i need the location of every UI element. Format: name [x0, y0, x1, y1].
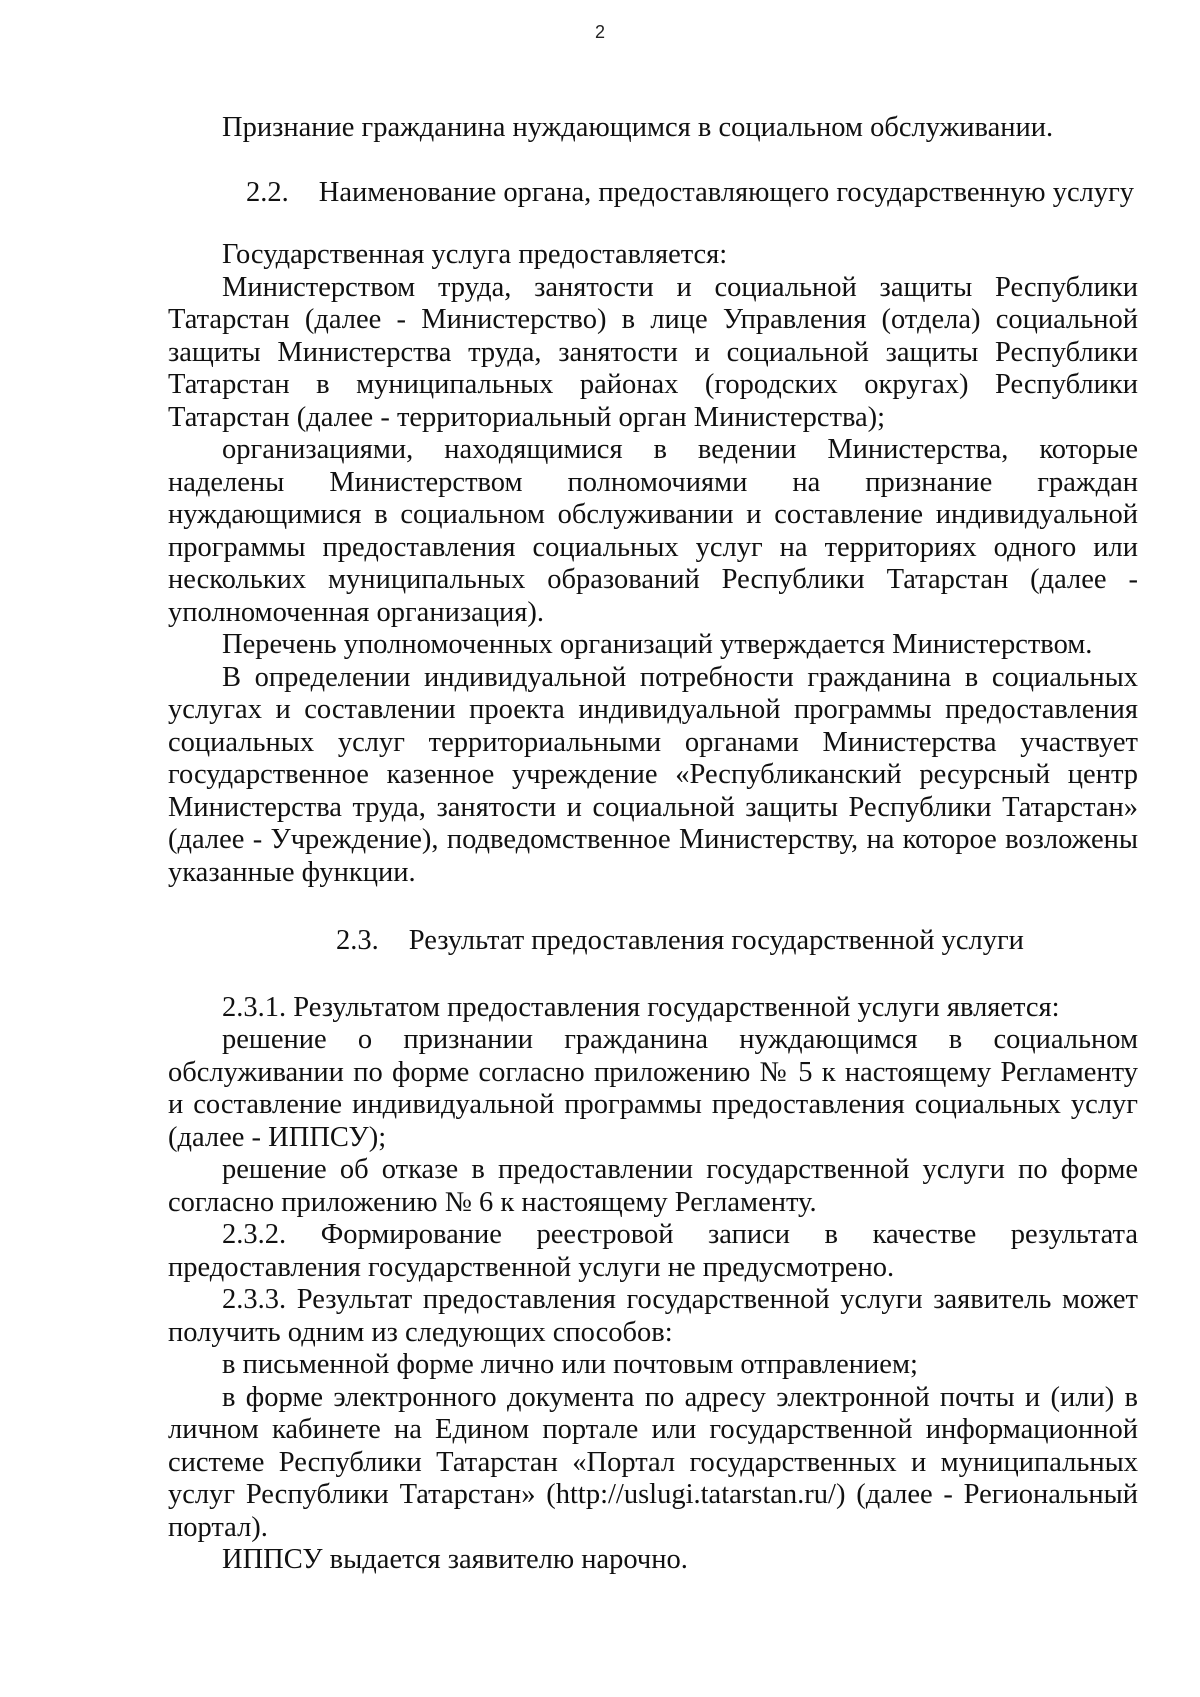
paragraph: в форме электронного документа по адресу электронной почты и (или) в личном кабинете на Едином портале или государственной информационной системе Республики Татарстан «Портал государственных и муниципальных услуг Республики Татарстан» (http://uslugi.tatarstan.ru/) (далее - Региональный портал).: [168, 1381, 1138, 1543]
section-2-2-number: 2.2.: [246, 176, 289, 208]
section-2-3-title: Результат предоставления государственной услуги: [408, 925, 1024, 956]
paragraph: Государственная услуга предоставляется:: [222, 239, 728, 270]
paragraph: решение об отказе в предоставлении государственной услуги по форме согласно приложению № 6 к настоящему Регламенту.: [168, 1154, 1138, 1218]
paragraph: Министерством труда, занятости и социальной защиты Республики Татарстан (далее - Министерство) в лице Управления (отдела) социальной защиты Министерства труда, занятости и социальной защиты Республики Татарстан в муниципальных районах (городских округах) Республики Татарстан (далее - территориальный орган Министерства);: [168, 271, 1138, 433]
section-2-3-heading: [168, 925, 1138, 958]
paragraph: ИППСУ выдается заявителю нарочно.: [222, 1544, 688, 1575]
page-number: 2: [594, 22, 605, 42]
paragraph: В определении индивидуальной потребности гражданина в социальных услугах и составлении проекта индивидуальной программы предоставления социальных услуг территориальными органами Министерства участвует государственное казенное учреждение «Республиканский ресурсный центр Министерства труда, занятости и социальной защиты Республики Татарстан» (далее - Учреждение), подведомственное Министерству, на которое возложены указанные функции.: [168, 661, 1138, 888]
paragraph: Перечень уполномоченных организаций утверждается Министерством.: [222, 629, 1093, 660]
section-2-3-number: 2.3.: [336, 925, 379, 956]
paragraph: 2.3.1. Результатом предоставления государственной услуги является:: [222, 991, 1060, 1023]
paragraph: в письменной форме лично или почтовым отправлением;: [222, 1349, 918, 1380]
paragraph: решение о признании гражданина нуждающимся в социальном обслуживании по форме согласно приложению № 5 к настоящему Регламенту и составление индивидуальной программы предоставления социальных услуг (далее - ИППСУ);: [168, 1024, 1138, 1153]
paragraph: организациями, находящимися в ведении Министерства, которые наделены Министерством полномочиями на признание граждан нуждающимися в социальном обслуживании и составление индивидуальной программы предоставления социальных услуг на территориях одного или нескольких муниципальных образований Республики Татарстан (далее - уполномоченная организация).: [168, 434, 1138, 628]
document-body: [168, 112, 1138, 1577]
intro-paragraph: Признание гражданина нуждающимся в социальном обслуживании.: [222, 112, 1054, 143]
paragraph: 2.3.2. Формирование реестровой записи в качестве результата предоставления государственной услуги не предусмотрено.: [168, 1219, 1138, 1283]
section-2-2-title: Наименование органа, предоставляющего государственную услугу: [318, 176, 1135, 208]
section-2-2-heading: [168, 177, 1138, 210]
paragraph: 2.3.3. Результат предоставления государственной услуги заявитель может получить одним из следующих способов:: [168, 1284, 1138, 1348]
